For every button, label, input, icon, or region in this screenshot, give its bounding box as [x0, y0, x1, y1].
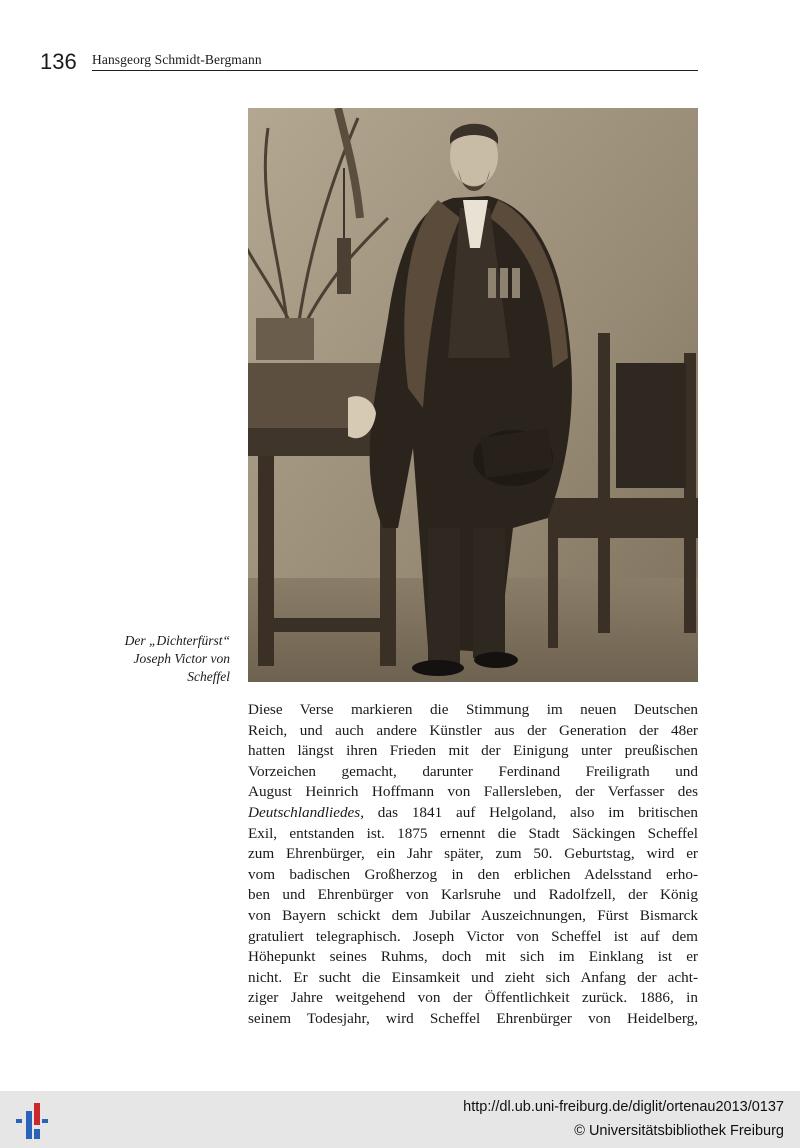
header-rule: [92, 70, 698, 71]
text-line: Höhepunkt seines Ruhms, doch mit sich im Einklang ist er: [248, 948, 698, 966]
portrait-photograph: [248, 108, 698, 682]
body-paragraph: [248, 700, 698, 1030]
caption-line: Der „Dichterfürst“: [124, 633, 230, 648]
text-line: Vorzeichen gemacht, darunter Ferdinand Freiligrath und: [248, 762, 698, 780]
text-line: gratuliert telegraphisch. Joseph Victor von Scheffel ist auf dem: [248, 927, 698, 945]
text-line: Exil, entstanden ist. 1875 ernennt die Stadt Säckingen Scheffel: [248, 824, 698, 842]
text-line: [248, 803, 698, 824]
text-line: seinem Todesjahr, wird Scheffel Ehrenbürger von Heidelberg,: [248, 1009, 698, 1027]
footer-bar: [0, 1091, 800, 1148]
page-header: [40, 48, 698, 72]
text-line: nicht. Er sucht die Einsamkeit und zieht sich Anfang der acht-: [248, 968, 698, 986]
text-line: Reich, und auch andere Künstler aus der Generation der 48er: [248, 721, 698, 739]
ub-freiburg-logo-icon: [14, 1101, 54, 1141]
copyright-text: © Universitätsbibliothek Freiburg: [574, 1123, 784, 1139]
caption-line: Scheffel: [187, 669, 230, 684]
text-line: vom badischen Großherzog in den erblichen Adelsstand erho-: [248, 865, 698, 883]
text-line: von Bayern schickt dem Jubilar Auszeichnungen, Fürst Bismarck: [248, 906, 698, 924]
text-line: zum Ehrenbürger, ein Jahr später, zum 50. Geburtstag, wird er: [248, 845, 698, 863]
figure-caption: [90, 632, 230, 686]
text-line: August Heinrich Hoffmann von Fallersleben, der Verfasser des: [248, 783, 698, 801]
text-line: ziger Jahre weitgehend von der Öffentlichkeit zurück. 1886, in: [248, 989, 698, 1007]
text-line: hatten längst ihren Frieden mit der Einigung unter preußischen: [248, 742, 698, 760]
source-url-link[interactable]: http://dl.ub.uni-freiburg.de/diglit/ortenau2013/0137: [463, 1099, 784, 1115]
text-line: Diese Verse markieren die Stimmung im neuen Deutschen: [248, 701, 698, 718]
page-number: 136: [40, 49, 77, 74]
text-line: ben und Ehrenbürger von Karlsruhe und Radolfzell, der König: [248, 886, 698, 904]
text-line-rest: das 1841 auf Helgoland, also im britischen: [377, 803, 698, 821]
caption-line: Joseph Victor von: [133, 651, 230, 666]
running-head: Hansgeorg Schmidt-Bergmann: [92, 52, 262, 67]
italic-title: Deutschlandliedes,: [248, 803, 364, 821]
